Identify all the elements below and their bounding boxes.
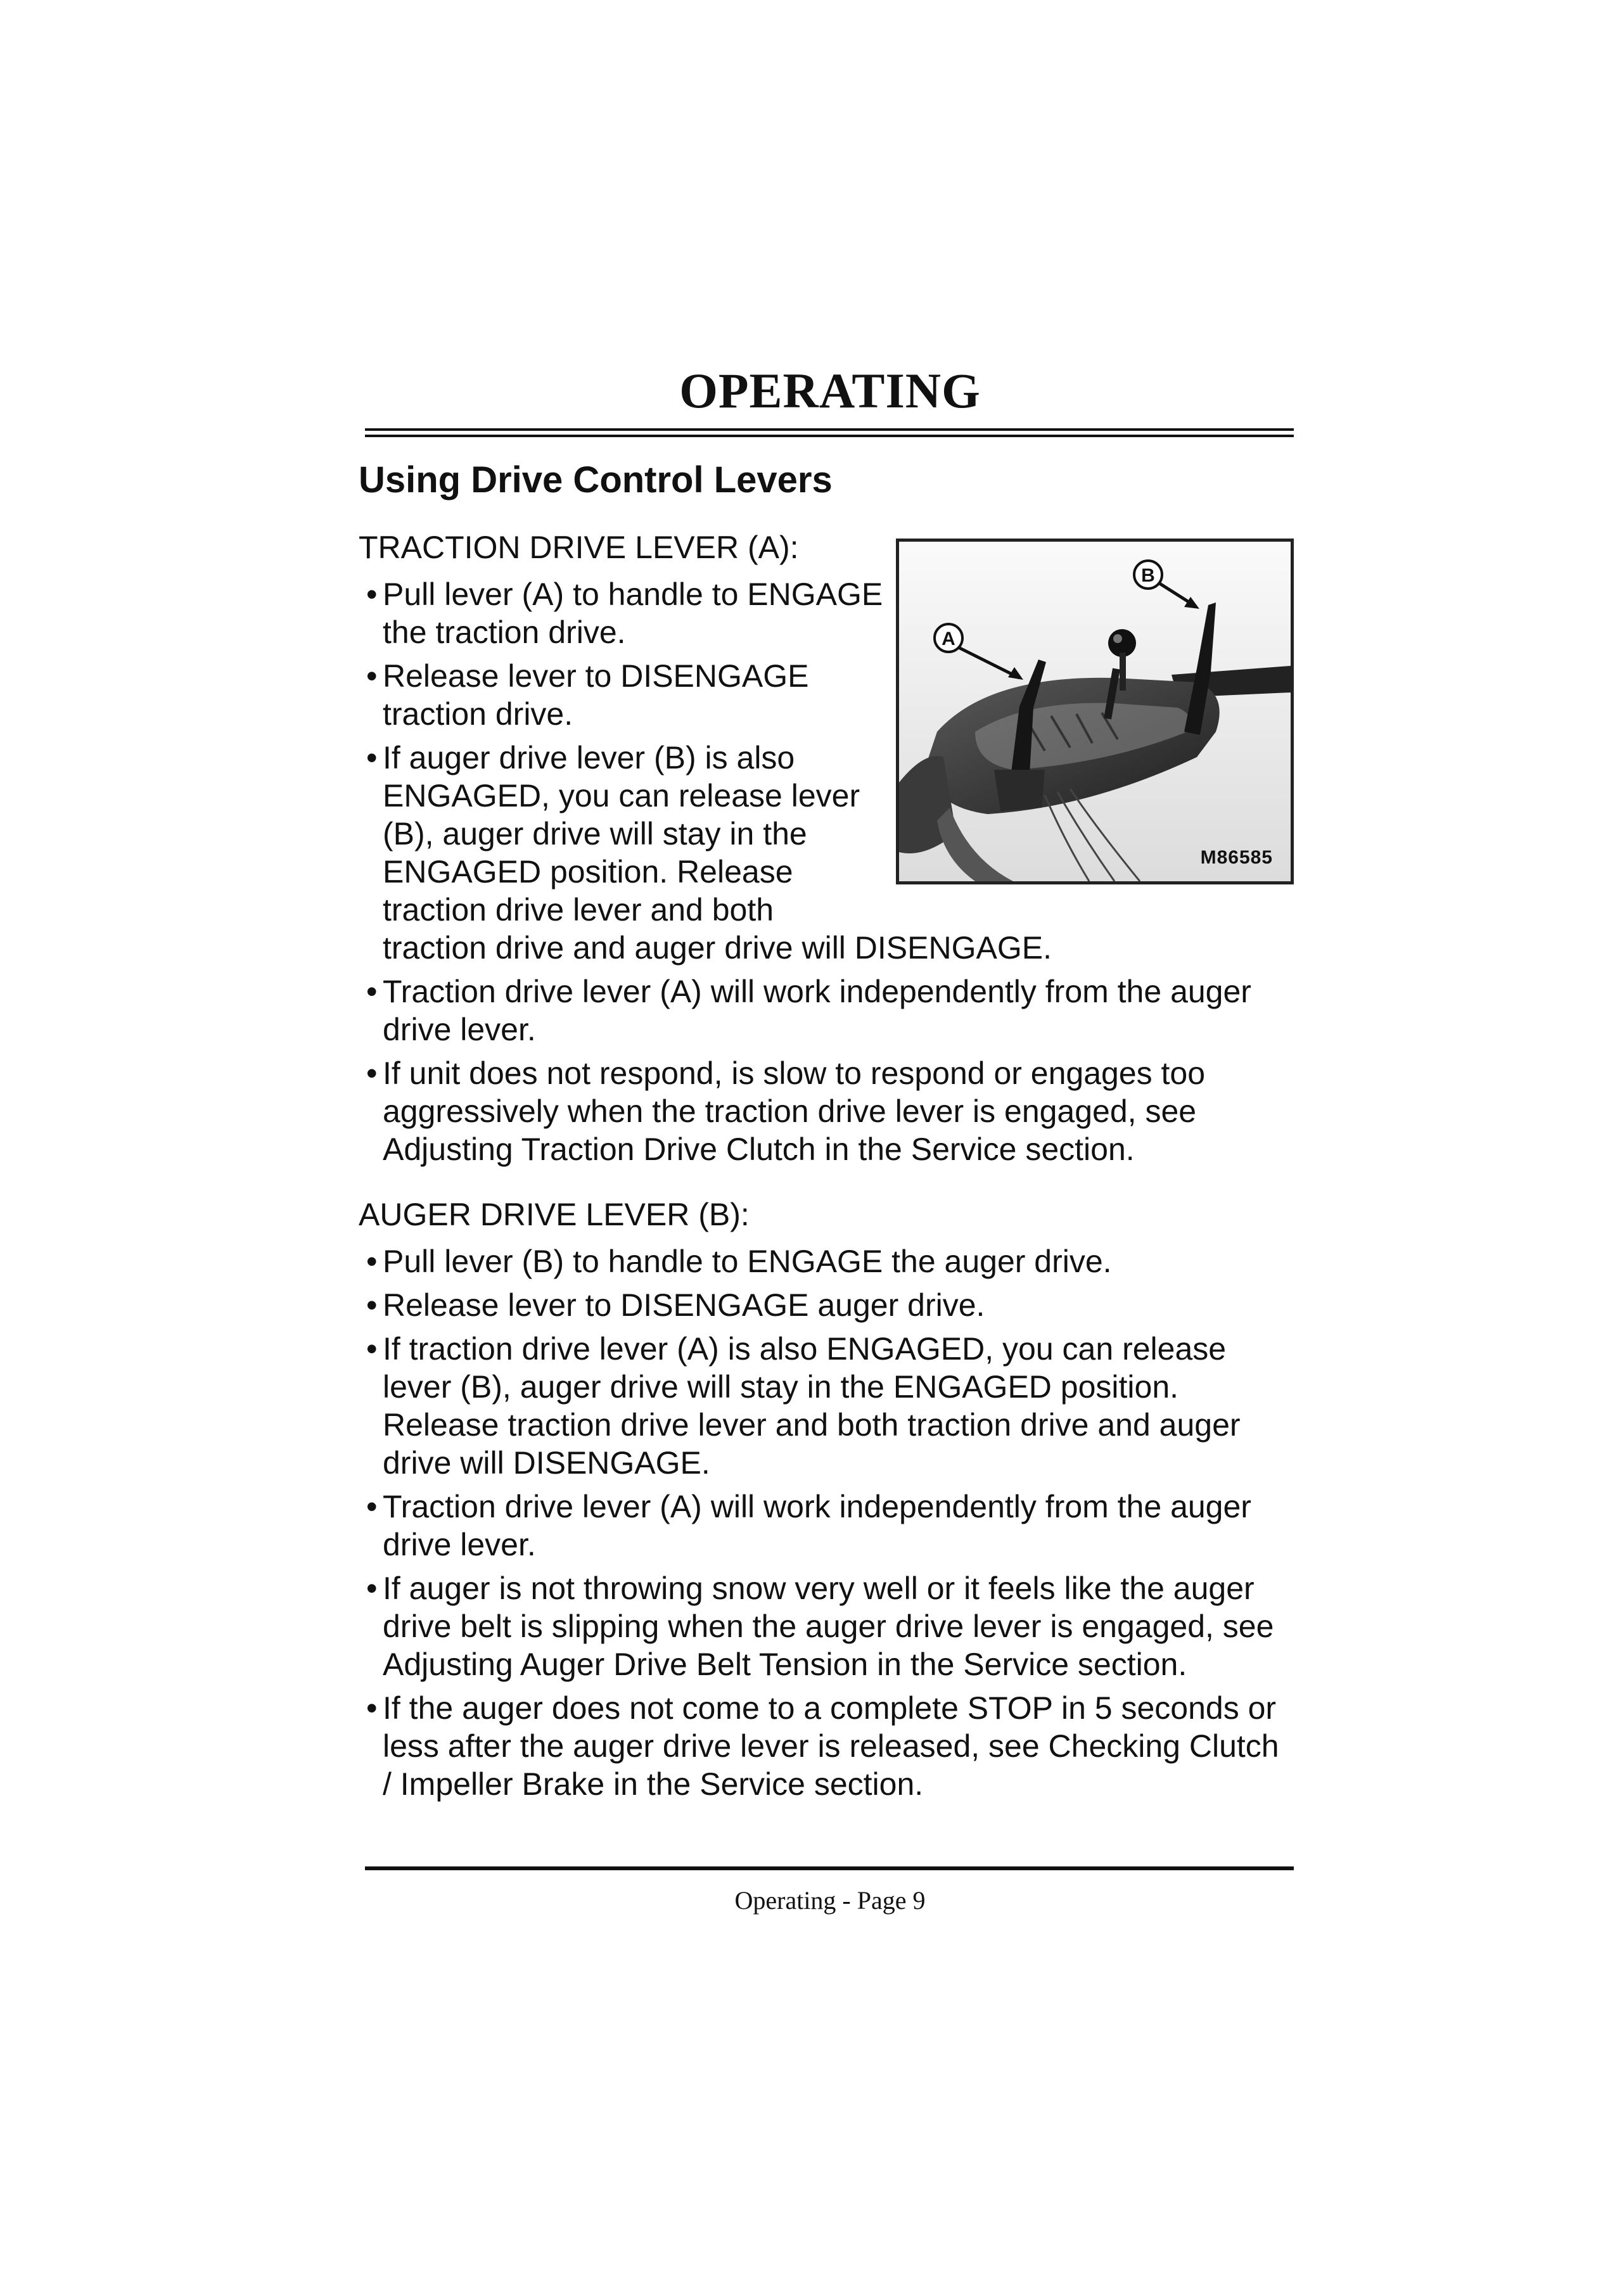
traction-bullet: • If unit does not respond, is slow to respond or engages too aggressively when the traction drive lever is engaged, see Adjusting Traction Drive Clutch in the Service section. [359,1054,1296,1168]
section-heading: Using Drive Control Levers [359,459,833,501]
traction-bullet-list [359,575,1296,1168]
traction-bullet: • Pull lever (A) to handle to ENGAGE the traction drive. [359,575,1296,651]
footer-rule [365,1866,1294,1870]
auger-lever-label: AUGER DRIVE LEVER (B): [359,1197,750,1232]
auger-bullet: • If traction drive lever (A) is also ENGAGED, you can release lever (B), auger drive will stay in the ENGAGED position. Release traction drive lever and both traction drive and auger drive will DISENGAGE. [359,1330,1296,1482]
traction-lever-label: TRACTION DRIVE LEVER (A): [359,530,799,565]
auger-bullet: • Release lever to DISENGAGE auger drive. [359,1286,1296,1324]
figure-code: M86585 [1200,847,1273,868]
page-footer: Operating - Page 9 [734,1886,926,1915]
traction-bullet: • Release lever to DISENGAGE traction drive. [359,657,1296,733]
auger-bullet: • If auger is not throwing snow very well or it feels like the auger drive belt is slipping when the auger drive lever is engaged, see Adjusting Auger Drive Belt Tension in the Service section. [359,1569,1296,1683]
page-title: OPERATING [679,363,981,418]
callout-a-label: A [942,628,955,649]
auger-bullet: • If the auger does not come to a complete STOP in 5 seconds or less after the auger drive lever is released, see Checking Clutch / Impeller Brake in the Service section. [359,1689,1296,1803]
main-content [359,455,1296,1809]
header-double-rule [365,428,1294,437]
callout-b-label: B [1141,565,1155,586]
auger-bullet: • Traction drive lever (A) will work independently from the auger drive lever. [359,1488,1296,1564]
traction-bullet: • If auger drive lever (B) is also ENGAGED, you can release lever (B), auger drive will stay in the ENGAGED position. Release traction drive lever and both traction drive and auger drive will DISENGAGE. [359,739,1296,967]
auger-bullet-list [359,1242,1296,1803]
traction-bullet: • Traction drive lever (A) will work independently from the auger drive lever. [359,973,1296,1049]
auger-bullet: • Pull lever (B) to handle to ENGAGE the auger drive. [359,1242,1296,1280]
